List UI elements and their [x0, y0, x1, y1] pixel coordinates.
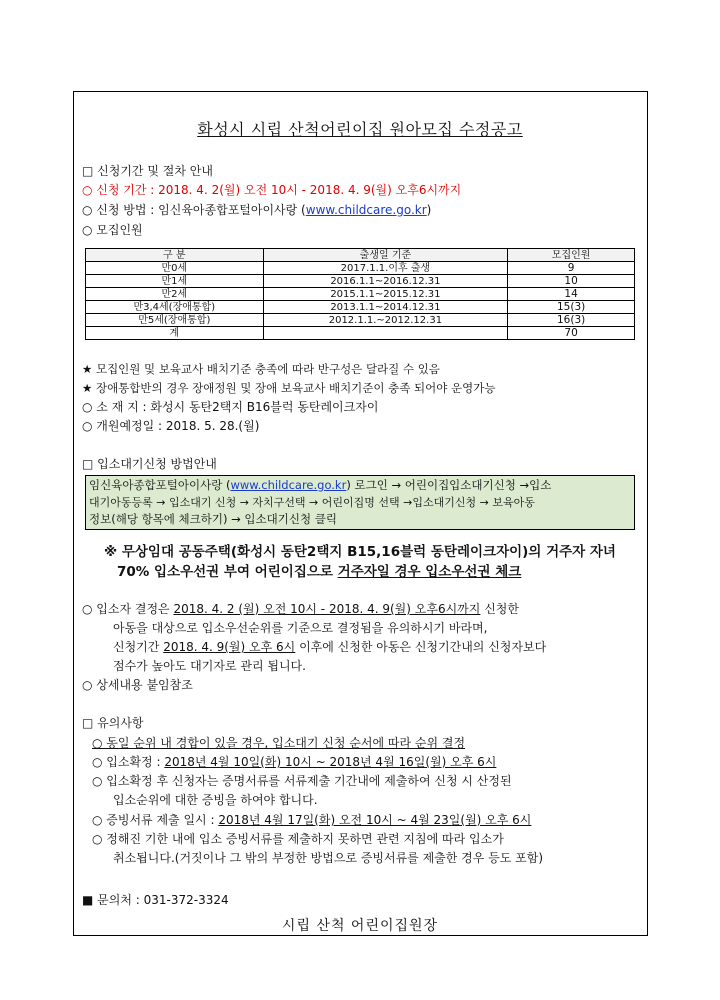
location: ○ 소 재 지 : 화성시 동탄2택지 B16블럭 동탄레이크자이 — [82, 400, 379, 414]
note-priority-rule: ○ 동일 순위 내 경합이 있을 경우, 입소대기 신청 순서에 따라 순위 결정 — [92, 736, 466, 750]
contact-info: ■ 문의처 : 031-372-3324 — [82, 893, 229, 907]
note-label: ○ 입소확정 : — [92, 755, 165, 769]
decision-text: 신청기간 — [113, 640, 164, 654]
priority-notice-text: 70% 입소우선권 부여 어린이집으로 — [117, 564, 338, 580]
table-cell: 만3,4세(장애통합) — [86, 301, 264, 314]
childcare-link[interactable]: www.childcare.go.kr — [230, 478, 347, 492]
table-row — [86, 301, 635, 314]
application-period: ○ 신청 기간 : 2018. 4. 2(월) 오전 10시 - 2018. 4. 9(월) 오후6시까지 — [82, 183, 462, 197]
table-row — [86, 275, 635, 288]
table-cell: 2017.1.1.이후 출생 — [263, 262, 508, 275]
table-header-row — [86, 249, 635, 262]
table-cell: 2012.1.1.~2012.12.31 — [263, 314, 508, 327]
note-label: ○ 증빙서류 제출 일시 : — [92, 813, 219, 827]
table-cell: 2015.1.1~2015.12.31 — [263, 288, 508, 301]
table-row — [86, 314, 635, 327]
note-class-composition: ★ 모집인원 및 보육교사 배치기준 충족에 따라 반구성은 달라질 수 있음 — [82, 362, 440, 376]
method-text: 임신육아종합포털아이사랑 ( — [89, 478, 231, 492]
table-cell: 2013.1.1~2014.12.31 — [263, 301, 508, 314]
issuer-signature: 시립 산척 어린이집원장 — [281, 918, 439, 934]
application-method-suffix: ) — [426, 203, 432, 217]
application-method — [82, 202, 431, 218]
decision-line-1 — [82, 601, 519, 617]
note-admission-confirm — [92, 754, 496, 770]
method-text: ) 로그인 → 어린이집입소대기신청 →입소 — [346, 478, 552, 492]
decision-deadline: 2018. 4. 9(월) 오후 6시 — [163, 640, 296, 654]
decision-period: 2018. 4. 2 (월) 오전 10시 - 2018. 4. 9(월) 오후6시까지 — [173, 602, 481, 616]
decision-line-4: 점수가 높아도 대기자로 관리 됩니다. — [113, 659, 306, 673]
childcare-link[interactable]: www.childcare.go.kr — [305, 203, 427, 217]
table-cell: 10 — [508, 275, 635, 288]
table-cell: 2016.1.1~2016.12.31 — [263, 275, 508, 288]
table-cell: 14 — [508, 288, 635, 301]
application-method-label: ○ 신청 방법 : 임신육아종합포털아이사랑 ( — [82, 203, 306, 217]
table-total-row — [86, 327, 635, 340]
note-evidence-1: ○ 입소확정 후 신청자는 증명서류를 서류제출 기간내에 제출하여 신청 시 산정된 — [92, 774, 512, 788]
priority-check-text: 거주자일 경우 입소우선권 체크 — [337, 564, 522, 580]
table-cell: 만2세 — [86, 288, 264, 301]
table-cell: 계 — [86, 327, 264, 340]
method-line-2: 대기아동등록 → 입소대기 신청 → 자치구선택 → 어린이집명 선택 →입소대기신청 → 보육아동 — [89, 496, 535, 509]
recruit-header: ○ 모집인원 — [82, 223, 143, 237]
note-cancellation-2: 취소됩니다.(거짓이나 그 밖의 부정한 방법으로 증빙서류를 제출한 경우 등도 포함) — [113, 851, 544, 865]
decision-label: ○ 입소자 결정은 — [82, 602, 174, 616]
section-header-application: □ 신청기간 및 절차 안내 — [82, 164, 213, 178]
table-cell: 만0세 — [86, 262, 264, 275]
table-header: 출생일 기준 — [263, 249, 508, 262]
method-line-3: 정보(해당 항목에 체크하기) → 입소대기신청 클릭 — [89, 512, 337, 526]
note-evidence-2: 입소순위에 대한 증빙을 하여야 합니다. — [113, 793, 318, 807]
section-header-notes: □ 유의사항 — [82, 716, 144, 730]
table-header: 구 분 — [86, 249, 264, 262]
table-cell: 만5세(장애통합) — [86, 314, 264, 327]
table-cell: 70 — [508, 327, 635, 340]
document-submission-period: 2018년 4월 17일(화) 오전 10시 ~ 4월 23일(월) 오후 6시 — [218, 813, 532, 827]
opening-date: ○ 개원예정일 : 2018. 5. 28.(월) — [82, 419, 260, 433]
decision-text: 이후에 신청한 아동은 신청기간내의 신청자보다 — [295, 640, 547, 654]
admission-confirm-period: 2018년 4월 10일(화) 10시 ~ 2018년 4월 16일(월) 오후 6시 — [164, 755, 497, 769]
note-integrated-class: ★ 장애통합반의 경우 장애정원 및 장애 보육교사 배치기준이 충족 되어야 운영가능 — [82, 381, 496, 395]
note-document-submission — [92, 812, 531, 828]
decision-line-2: 아동을 대상으로 입소우선순위를 기준으로 결정됨을 유의하시기 바라며, — [113, 621, 488, 635]
table-cell: 16(3) — [508, 314, 635, 327]
table-cell: 만1세 — [86, 275, 264, 288]
decision-line-3 — [113, 639, 546, 655]
table-cell — [263, 327, 508, 340]
method-line-1 — [89, 477, 631, 494]
table-row — [86, 262, 635, 275]
recruitment-table — [85, 248, 635, 340]
decision-text: 신청한 — [480, 602, 519, 616]
page-title: 화성시 시립 산척어린이집 원아모집 수정공고 — [197, 120, 523, 139]
attachment-reference: ○ 상세내용 붙임참조 — [82, 678, 193, 692]
table-row — [86, 288, 635, 301]
table-header: 모집인원 — [508, 249, 635, 262]
priority-notice-line-1: ※ 무상임대 공동주택(화성시 동탄2택지 B15,16블럭 동탄레이크자이)의 거주자 자녀 — [104, 544, 616, 560]
table-cell: 15(3) — [508, 301, 635, 314]
priority-notice-line-2 — [117, 560, 521, 580]
section-header-waitlist: □ 입소대기신청 방법안내 — [82, 457, 217, 471]
waitlist-method-box — [85, 475, 635, 530]
note-cancellation-1: ○ 정해진 기한 내에 입소 증빙서류를 제출하지 못하면 관련 지침에 따라 입소가 — [92, 832, 504, 846]
table-cell: 9 — [508, 262, 635, 275]
